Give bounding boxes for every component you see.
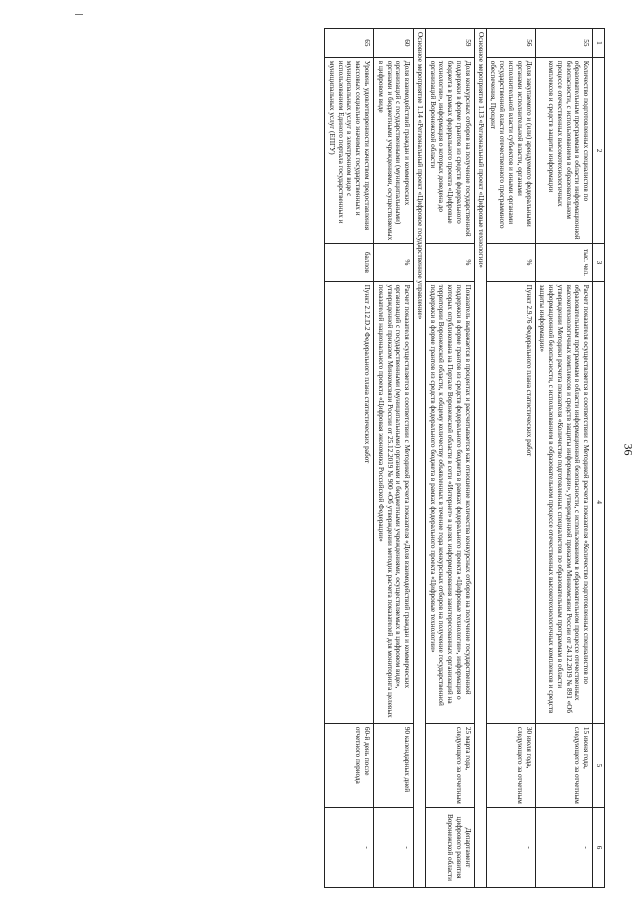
row-number: 65	[325, 29, 374, 58]
header-col-6: 6	[593, 808, 605, 888]
row-number: 55	[535, 29, 593, 58]
method: Пункт 2.9.76 Федерального плана статистических работ	[486, 281, 535, 723]
table-row	[325, 29, 374, 888]
indicator-name: Уровень удовлетворенности качеством предоставления массовых социально значимых государственных и муниципальных услуг в электронном виде с использованием Единого портала государственных и муниципальных услуг (ЕПГУ)	[325, 57, 374, 244]
table-row	[425, 29, 474, 888]
table-row	[374, 29, 414, 888]
responsible: -	[486, 808, 535, 888]
method: Расчет показателя осуществляется в соответствии с Методикой расчета показателя «Количество подготовленных специалистов по образовательным программам в области информационной безопасности, с использованием в образовательном процессе отечественных высокотехнологичных комплексов и средств защиты информации», утвержденной приказом Минкомсвязи России от 24.12.2019 № 891 «Об утверждении Методики расчета показателя «Количество подготовленных специалистов по образовательным программам в области информационной безопасности, с использованием в образовательном процессе отечественных высокотехнологичных комплексов и средств защиты информации»	[535, 281, 593, 723]
indicator-name: Доля взаимодействий граждан и коммерческих организаций с государственными (муниципальными) органами и бюджетными учреждениями, осуществляемых в цифровом виде	[374, 57, 414, 244]
header-col-5: 5	[593, 723, 605, 807]
method: Показатель выражается в процентах и рассчитывается как отношение количества конкурсных отборов на получение государственной поддержки в форме грантов из средств федерального бюджета в рамках федерального проекта «Цифровые технологии», информация о которых опубликована на Портале Воронежской области в сети «Интернет» в целях информирования заинтересованных организаций на территории Воронежской области, к общему количеству объявленных в течение года конкурсных отборов на получение государственной поддержки в форме грантов из средств федерального бюджета в рамках федерального проекта «Цифровые технологии»	[425, 281, 474, 723]
header-col-1: 1	[593, 29, 605, 58]
section-title: Основное мероприятие 1.14 «Региональный проект «Цифровое государственное управление»	[414, 29, 426, 888]
top-edge-mark	[75, 14, 83, 15]
unit: %	[486, 244, 535, 281]
section-row	[414, 29, 426, 888]
indicator-name: Доля конкурсных отборов на получение государственной поддержки в форме грантов из средств федерального бюджета в рамках федерального проекта «Цифровые технологии», информация о которых доведена до организаций Воронежской области	[425, 57, 474, 244]
responsible: -	[374, 808, 414, 888]
indicator-name: Количество подготовленных специалистов по образовательным программам в области информационной безопасности, с использованием в образовательном процессе отечественных высокотехнологичных комплексов и средств защиты информации	[535, 57, 593, 244]
method: Пункт 2.12.D.2 Федерального плана статистических работ	[325, 281, 374, 723]
table-row	[535, 29, 593, 888]
term: 15 июня года, следующего за отчетным	[535, 723, 593, 807]
table-row	[486, 29, 535, 888]
row-number: 60	[374, 29, 414, 58]
page-number: 36	[621, 443, 636, 456]
header-col-2: 2	[593, 57, 605, 244]
term: 25 марта года, следующего за отчетным	[425, 723, 474, 807]
responsible: -	[325, 808, 374, 888]
table-wrapper	[85, 28, 640, 882]
indicator-name: Доля закупаемого и (или) арендуемого федеральными органами исполнительной власти, органами исполнительной власти субъектов и иными органами государственной власти отечественного программного обеспечения, Процент	[486, 57, 535, 244]
rotated-table-container	[85, 28, 605, 888]
row-number: 59	[425, 29, 474, 58]
term: 90 календарных дней	[374, 723, 414, 807]
term: 60-й день после отчетного периода	[325, 723, 374, 807]
term: 30 июля года, следующего за отчетным	[486, 723, 535, 807]
unit: %	[374, 244, 414, 281]
table-header-row	[593, 29, 605, 888]
indicators-table	[324, 28, 605, 888]
header-col-3: 3	[593, 244, 605, 281]
unit: тыс. чел.	[535, 244, 593, 281]
responsible: Департамент цифрового развития Воронежской области	[425, 808, 474, 888]
method: Расчет показателя осуществляется в соответствии с Методикой расчета показателя «Доля взаимодействий граждан и коммерческих организаций с государственными (муниципальными) органами и бюджетными учреждениями, осуществляемых в цифровом виде», утвержденной приказом Минкомсвязи России от 25.12.2019 № 900 «Об утверждении методик расчета показателей для мониторинга целевых показателей национального проекта «Цифровая экономика Российской Федерации»	[374, 281, 414, 723]
responsible: -	[535, 808, 593, 888]
unit: баллов	[325, 244, 374, 281]
section-row	[474, 29, 486, 888]
header-col-4: 4	[593, 281, 605, 723]
unit: %	[425, 244, 474, 281]
section-title: Основное мероприятие 1.13 «Региональный проект «Цифровые технологии»	[474, 29, 486, 888]
row-number: 56	[486, 29, 535, 58]
